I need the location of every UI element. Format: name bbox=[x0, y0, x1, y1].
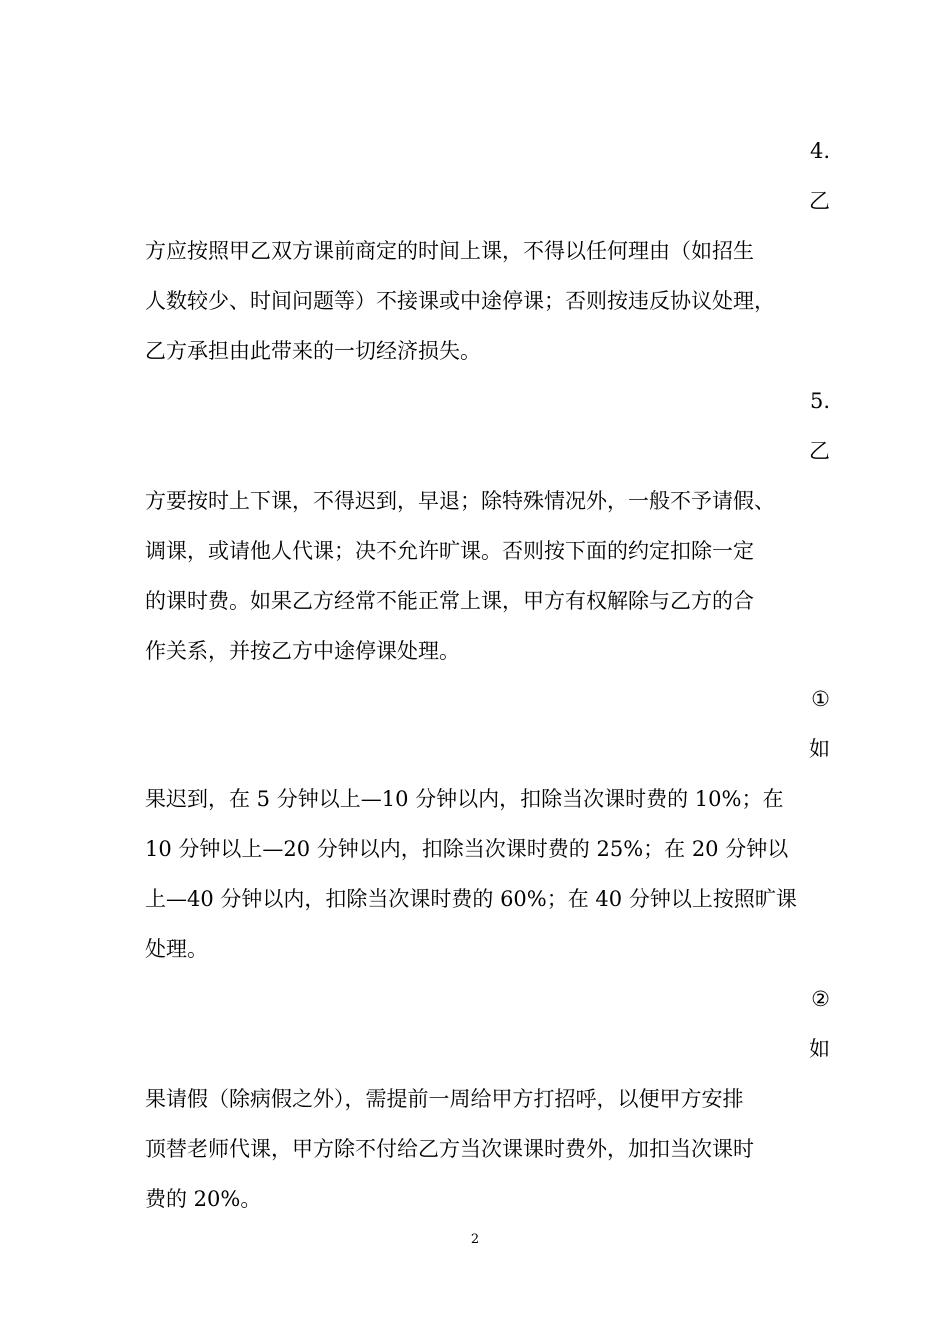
item-circle-2-number: ② bbox=[811, 987, 830, 1011]
item-4-line-1: 方应按照甲乙双方课前商定的时间上课，不得以任何理由（如招生 bbox=[145, 239, 754, 263]
item-4-number: 4. bbox=[809, 139, 830, 163]
item-5-line-3: 的课时费。如果乙方经常不能正常上课，甲方有权解除与乙方的合 bbox=[145, 589, 754, 613]
item-5-line-1: 方要按时上下课，不得迟到，早退；除特殊情况外，一般不予请假、 bbox=[145, 489, 775, 513]
item-circle-2-line-2: 顶替老师代课，甲方除不付给乙方当次课课时费外，加扣当次课时 bbox=[145, 1137, 754, 1161]
page-number: 2 bbox=[470, 1232, 480, 1247]
item-5-first-char: 乙 bbox=[809, 439, 830, 463]
item-circle-2-first-char: 如 bbox=[809, 1037, 830, 1061]
item-circle-1-line-3: 上—40 分钟以内，扣除当次课时费的 60%；在 40 分钟以上按照旷课 bbox=[145, 887, 797, 911]
item-4-first-char: 乙 bbox=[809, 189, 830, 213]
item-5-number: 5. bbox=[809, 389, 830, 413]
item-circle-2-line-1: 果请假（除病假之外），需提前一周给甲方打招呼，以便甲方安排 bbox=[145, 1087, 744, 1111]
item-4-line-2: 人数较少、时间问题等）不接课或中途停课；否则按违反协议处理， bbox=[145, 289, 775, 313]
item-4-line-3: 乙方承担由此带来的一切经济损失。 bbox=[145, 339, 481, 363]
item-circle-1-line-1: 果迟到，在 5 分钟以上—10 分钟以内，扣除当次课时费的 10%；在 bbox=[145, 787, 784, 811]
item-5-line-4: 作关系，并按乙方中途停课处理。 bbox=[145, 639, 460, 663]
item-circle-1-first-char: 如 bbox=[809, 737, 830, 761]
item-circle-1-number: ① bbox=[811, 687, 830, 711]
item-5-line-2: 调课，或请他人代课；决不允许旷课。否则按下面的约定扣除一定 bbox=[145, 539, 754, 563]
item-circle-2-line-3: 费的 20%。 bbox=[145, 1187, 262, 1211]
item-circle-1-line-4: 处理。 bbox=[145, 937, 208, 961]
item-circle-1-line-2: 10 分钟以上—20 分钟以内，扣除当次课时费的 25%；在 20 分钟以 bbox=[145, 837, 789, 861]
